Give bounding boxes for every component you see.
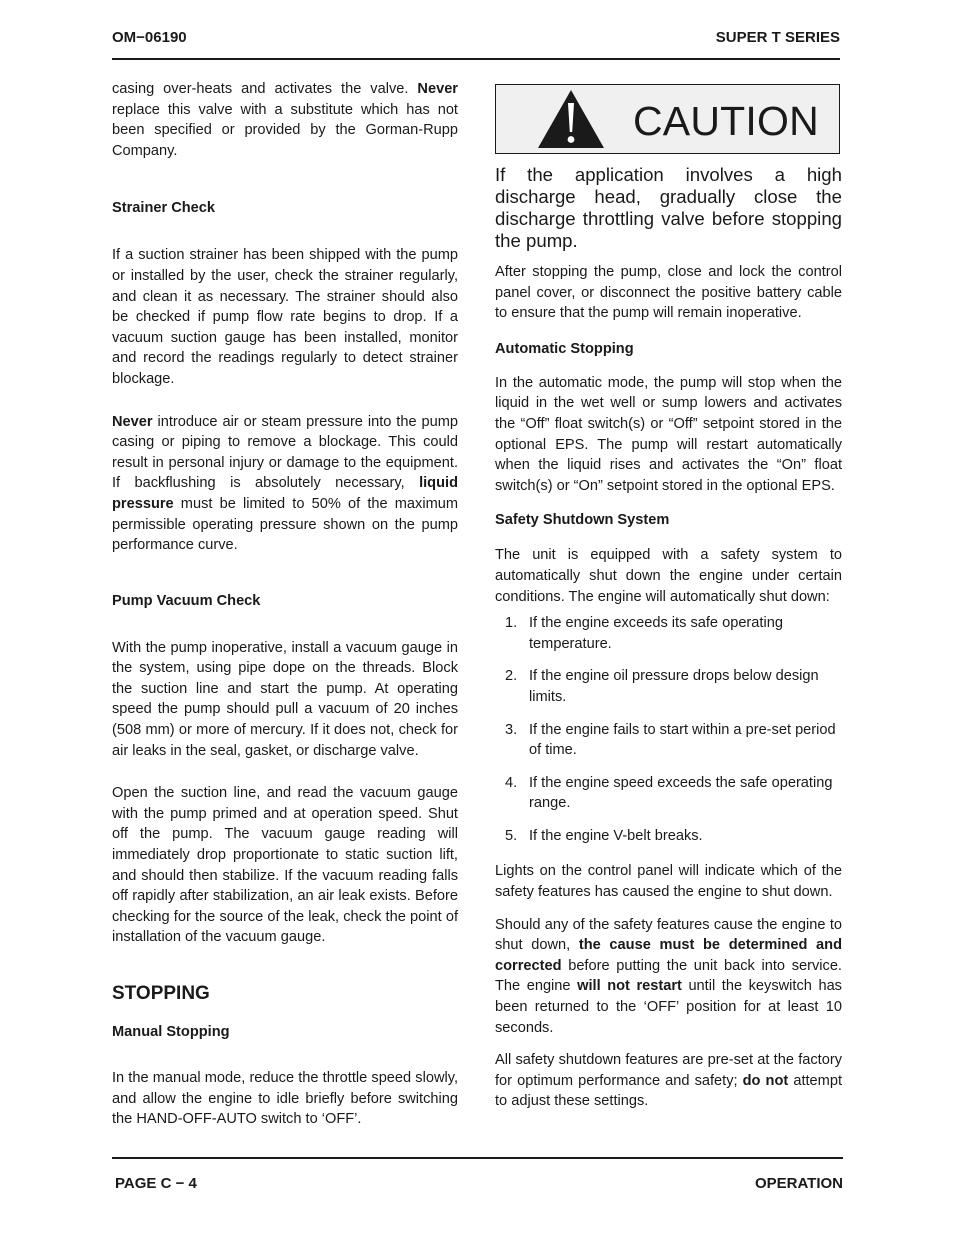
factory-preset-paragraph: All safety shutdown features are pre-set at the factory for optimum performance and safety; do not attempt to adjust these settings. <box>495 1052 842 1110</box>
safety-system-paragraph: The unit is equipped with a safety system to automatically shut down the engine under certain conditions. The engine will automatically shut down: <box>495 547 842 605</box>
caution-banner <box>495 84 840 154</box>
restart-paragraph: Should any of the safety features cause the engine to shut down, the cause must be determined and corrected before putting the unit back into service. The engine will not restart until the keyswitch has been returned to the ‘OFF’ position for at least 10 seconds. <box>495 916 842 1036</box>
control-panel-lights-paragraph: Lights on the control panel will indicate which of the safety features has caused the engine to shut down. <box>495 863 842 901</box>
list-item: 5. If the engine V-belt breaks. <box>505 827 703 844</box>
section-title: OPERATION <box>754 1175 843 1192</box>
stopping-heading: STOPPING <box>112 983 210 1004</box>
backflush-paragraph: Never introduce air or steam pressure into the pump casing or piping to remove a blockage. This could result in personal injury or damage to the equipment. If backflushing is absolutely necessary, liquid pressure must be limited to 50% of the maximum permissible operating pressure shown on the pump performance curve. <box>112 413 458 554</box>
safety-shutdown-heading: Safety Shutdown System <box>495 512 670 529</box>
document-number: OM−06190 <box>112 29 187 46</box>
vacuum-gauge-paragraph: With the pump inoperative, install a vacuum gauge in the system, using pipe dope on the threads. Block the suction line and start the pump. At operating speed the pump should pull a vacuum of 20 inches (508 mm) or more of mercury. If it does not, check for air leaks in the seal, gasket, or discharge valve. <box>112 639 458 759</box>
page-footer <box>112 1157 843 1197</box>
left-column <box>112 79 458 1130</box>
strainer-check-heading: Strainer Check <box>112 200 216 217</box>
list-item: 1. If the engine exceeds its safe operating temperature. <box>505 615 783 652</box>
automatic-stopping-heading: Automatic Stopping <box>495 340 634 357</box>
series-title: SUPER T SERIES <box>715 29 840 46</box>
shutdown-conditions-list <box>505 613 842 846</box>
warning-triangle-icon <box>536 88 606 150</box>
suction-line-paragraph: Open the suction line, and read the vacuum gauge with the pump primed and at operation speed. Shut off the pump. The vacuum gauge reading will immediately drop proportionate to static suction lift, and should then stabilize. If the vacuum reading falls off rapidly after stabilization, an air leak exists. Before checking for the source of the leak, check the point of installation of the vacuum gauge. <box>112 785 458 946</box>
list-item: 3. If the engine fails to start within a pre-set period of time. <box>505 721 836 759</box>
after-stopping-paragraph: After stopping the pump, close and lock the control panel cover, or disconnect the positive battery cable to ensure that the pump will remain inoperative. <box>495 264 842 322</box>
list-item: 4. If the engine speed exceeds the safe operating range. <box>505 774 833 812</box>
caution-label: CAUTION <box>633 98 819 144</box>
page-number: PAGE C − 4 <box>115 1175 197 1192</box>
right-column <box>495 84 842 1112</box>
manual-stopping-paragraph: In the manual mode, reduce the throttle speed slowly, and allow the engine to idle briefly before switching the HAND-OFF-AUTO switch to ‘OFF’. <box>112 1070 458 1128</box>
strainer-paragraph: If a suction strainer has been shipped with the pump or installed by the user, check the strainer regularly, and clean it as necessary. The strainer should also be checked if pump flow rate begins to drop. If a vacuum suction gauge has been installed, monitor and record the readings regularly to detect strainer blockage. <box>112 247 458 387</box>
list-item: 2. If the engine oil pressure drops below design limits. <box>505 668 819 705</box>
caution-message: If the application involves a high discharge head, gradually close the discharge throttling valve before stopping the pump. <box>495 164 842 251</box>
page-header <box>112 28 840 60</box>
automatic-stopping-paragraph: In the automatic mode, the pump will stop when the liquid in the wet well or sump lowers and activates the “Off” float switch(s) or “Off” setpoint stored in the optional EPS. The pump will restart automatically when the liquid rises and activates the “On” float switch(s) or “On” setpoint stored in the optional EPS. <box>495 374 842 494</box>
valve-paragraph: casing over-heats and activates the valve. Never replace this valve with a substitute which has not been specified or provided by the Gorman-Rupp Company. <box>112 81 458 159</box>
manual-stopping-heading: Manual Stopping <box>112 1024 230 1040</box>
pump-vacuum-check-heading: Pump Vacuum Check <box>112 592 261 609</box>
